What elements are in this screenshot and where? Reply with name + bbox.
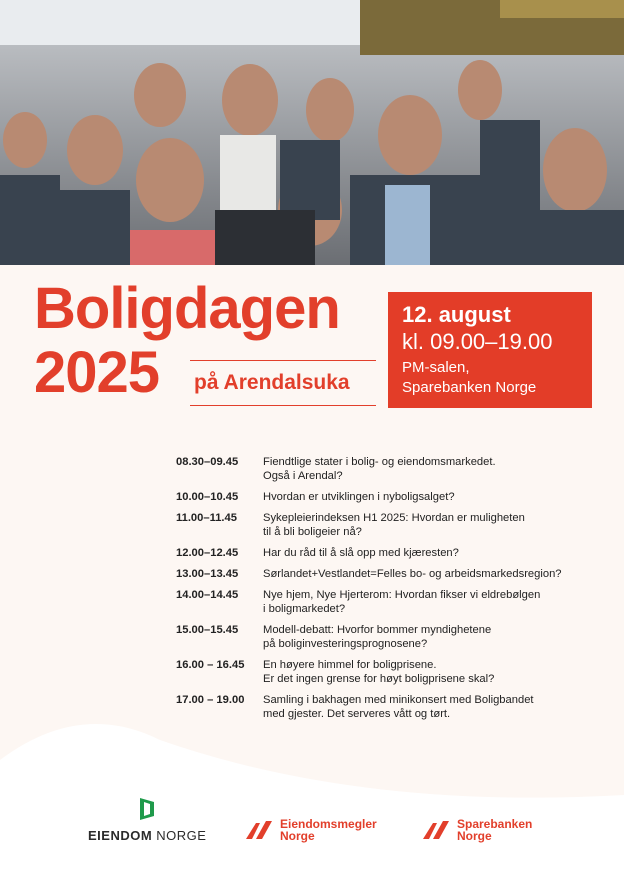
schedule-list	[176, 455, 606, 728]
schedule-text: Hvordan er utviklingen i nyboligsalget?	[263, 491, 455, 503]
sparebanken-norge-logo	[421, 818, 532, 842]
sparebanken-line1: Sparebanken	[457, 817, 533, 831]
schedule-text: Modell-debatt: Hvorfor bommer myndighetene på boliginvesteringsprognosene?	[263, 624, 492, 650]
schedule-row	[176, 588, 606, 616]
red-wings-icon	[244, 819, 274, 841]
schedule-time: 08.30–09.45	[176, 456, 239, 468]
schedule-text: Samling i bakhagen med minikonsert med Boligbandet med gjester. Det serveres vått og tørt.	[263, 694, 534, 720]
event-venue-line-1: PM-salen,	[402, 359, 470, 376]
schedule-row	[176, 455, 606, 483]
schedule-time: 15.00–15.45	[176, 624, 239, 636]
schedule-text: Sørlandet+Vestlandet=Felles bo- og arbeidsmarkedsregion?	[263, 568, 562, 580]
event-venue-line-2: Sparebanken Norge	[402, 379, 537, 396]
schedule-row	[176, 658, 606, 686]
schedule-text: Fiendtlige stater i bolig- og eiendomsmarkedet. Også i Arendal?	[263, 456, 496, 482]
schedule-row	[176, 511, 606, 539]
schedule-row	[176, 490, 606, 504]
schedule-time: 12.00–12.45	[176, 547, 239, 559]
schedule-time: 16.00 – 16.45	[176, 659, 245, 671]
schedule-time: 10.00–10.45	[176, 491, 239, 503]
event-date: 12. august	[402, 302, 511, 327]
event-time: kl. 09.00–19.00	[402, 329, 553, 354]
schedule-time: 11.00–11.45	[176, 512, 237, 524]
schedule-text: Nye hjem, Nye Hjerterom: Hvordan fikser vi eldrebølgen i boligmarkedet?	[263, 589, 541, 615]
eiendomsmegler-line1: Eiendomsmegler	[280, 817, 377, 831]
schedule-time: 13.00–13.45	[176, 568, 239, 580]
eiendomsmegler-norge-logo	[244, 818, 377, 842]
eiendom-norge-part2: NORGE	[156, 828, 207, 843]
title-line-1: Boligdagen	[34, 276, 340, 341]
eiendom-norge-logo	[88, 796, 206, 843]
decorative-curve	[0, 700, 624, 883]
sparebanken-line2: Norge	[457, 829, 492, 843]
eiendom-norge-part1: EIENDOM	[88, 828, 153, 843]
red-wings-icon	[421, 819, 451, 841]
schedule-row	[176, 546, 606, 560]
date-box	[388, 292, 592, 408]
schedule-text: Sykepleierindeksen H1 2025: Hvordan er muligheten til å bli boligeier nå?	[263, 512, 525, 538]
eiendomsmegler-line2: Norge	[280, 829, 315, 843]
schedule-time: 14.00–14.45	[176, 589, 239, 601]
schedule-text: En høyere himmel for boligprisene. Er det ingen grense for høyt boligprisene skal?	[263, 659, 495, 685]
schedule-time: 17.00 – 19.00	[176, 694, 245, 706]
schedule-text: Har du råd til å slå opp med kjæresten?	[263, 547, 459, 559]
header-photo	[0, 0, 624, 265]
title-line-2: 2025	[34, 340, 160, 405]
event-subtitle: på Arendalsuka	[190, 360, 376, 406]
schedule-row	[176, 623, 606, 651]
schedule-row	[176, 567, 606, 581]
green-flag-icon	[137, 796, 157, 822]
